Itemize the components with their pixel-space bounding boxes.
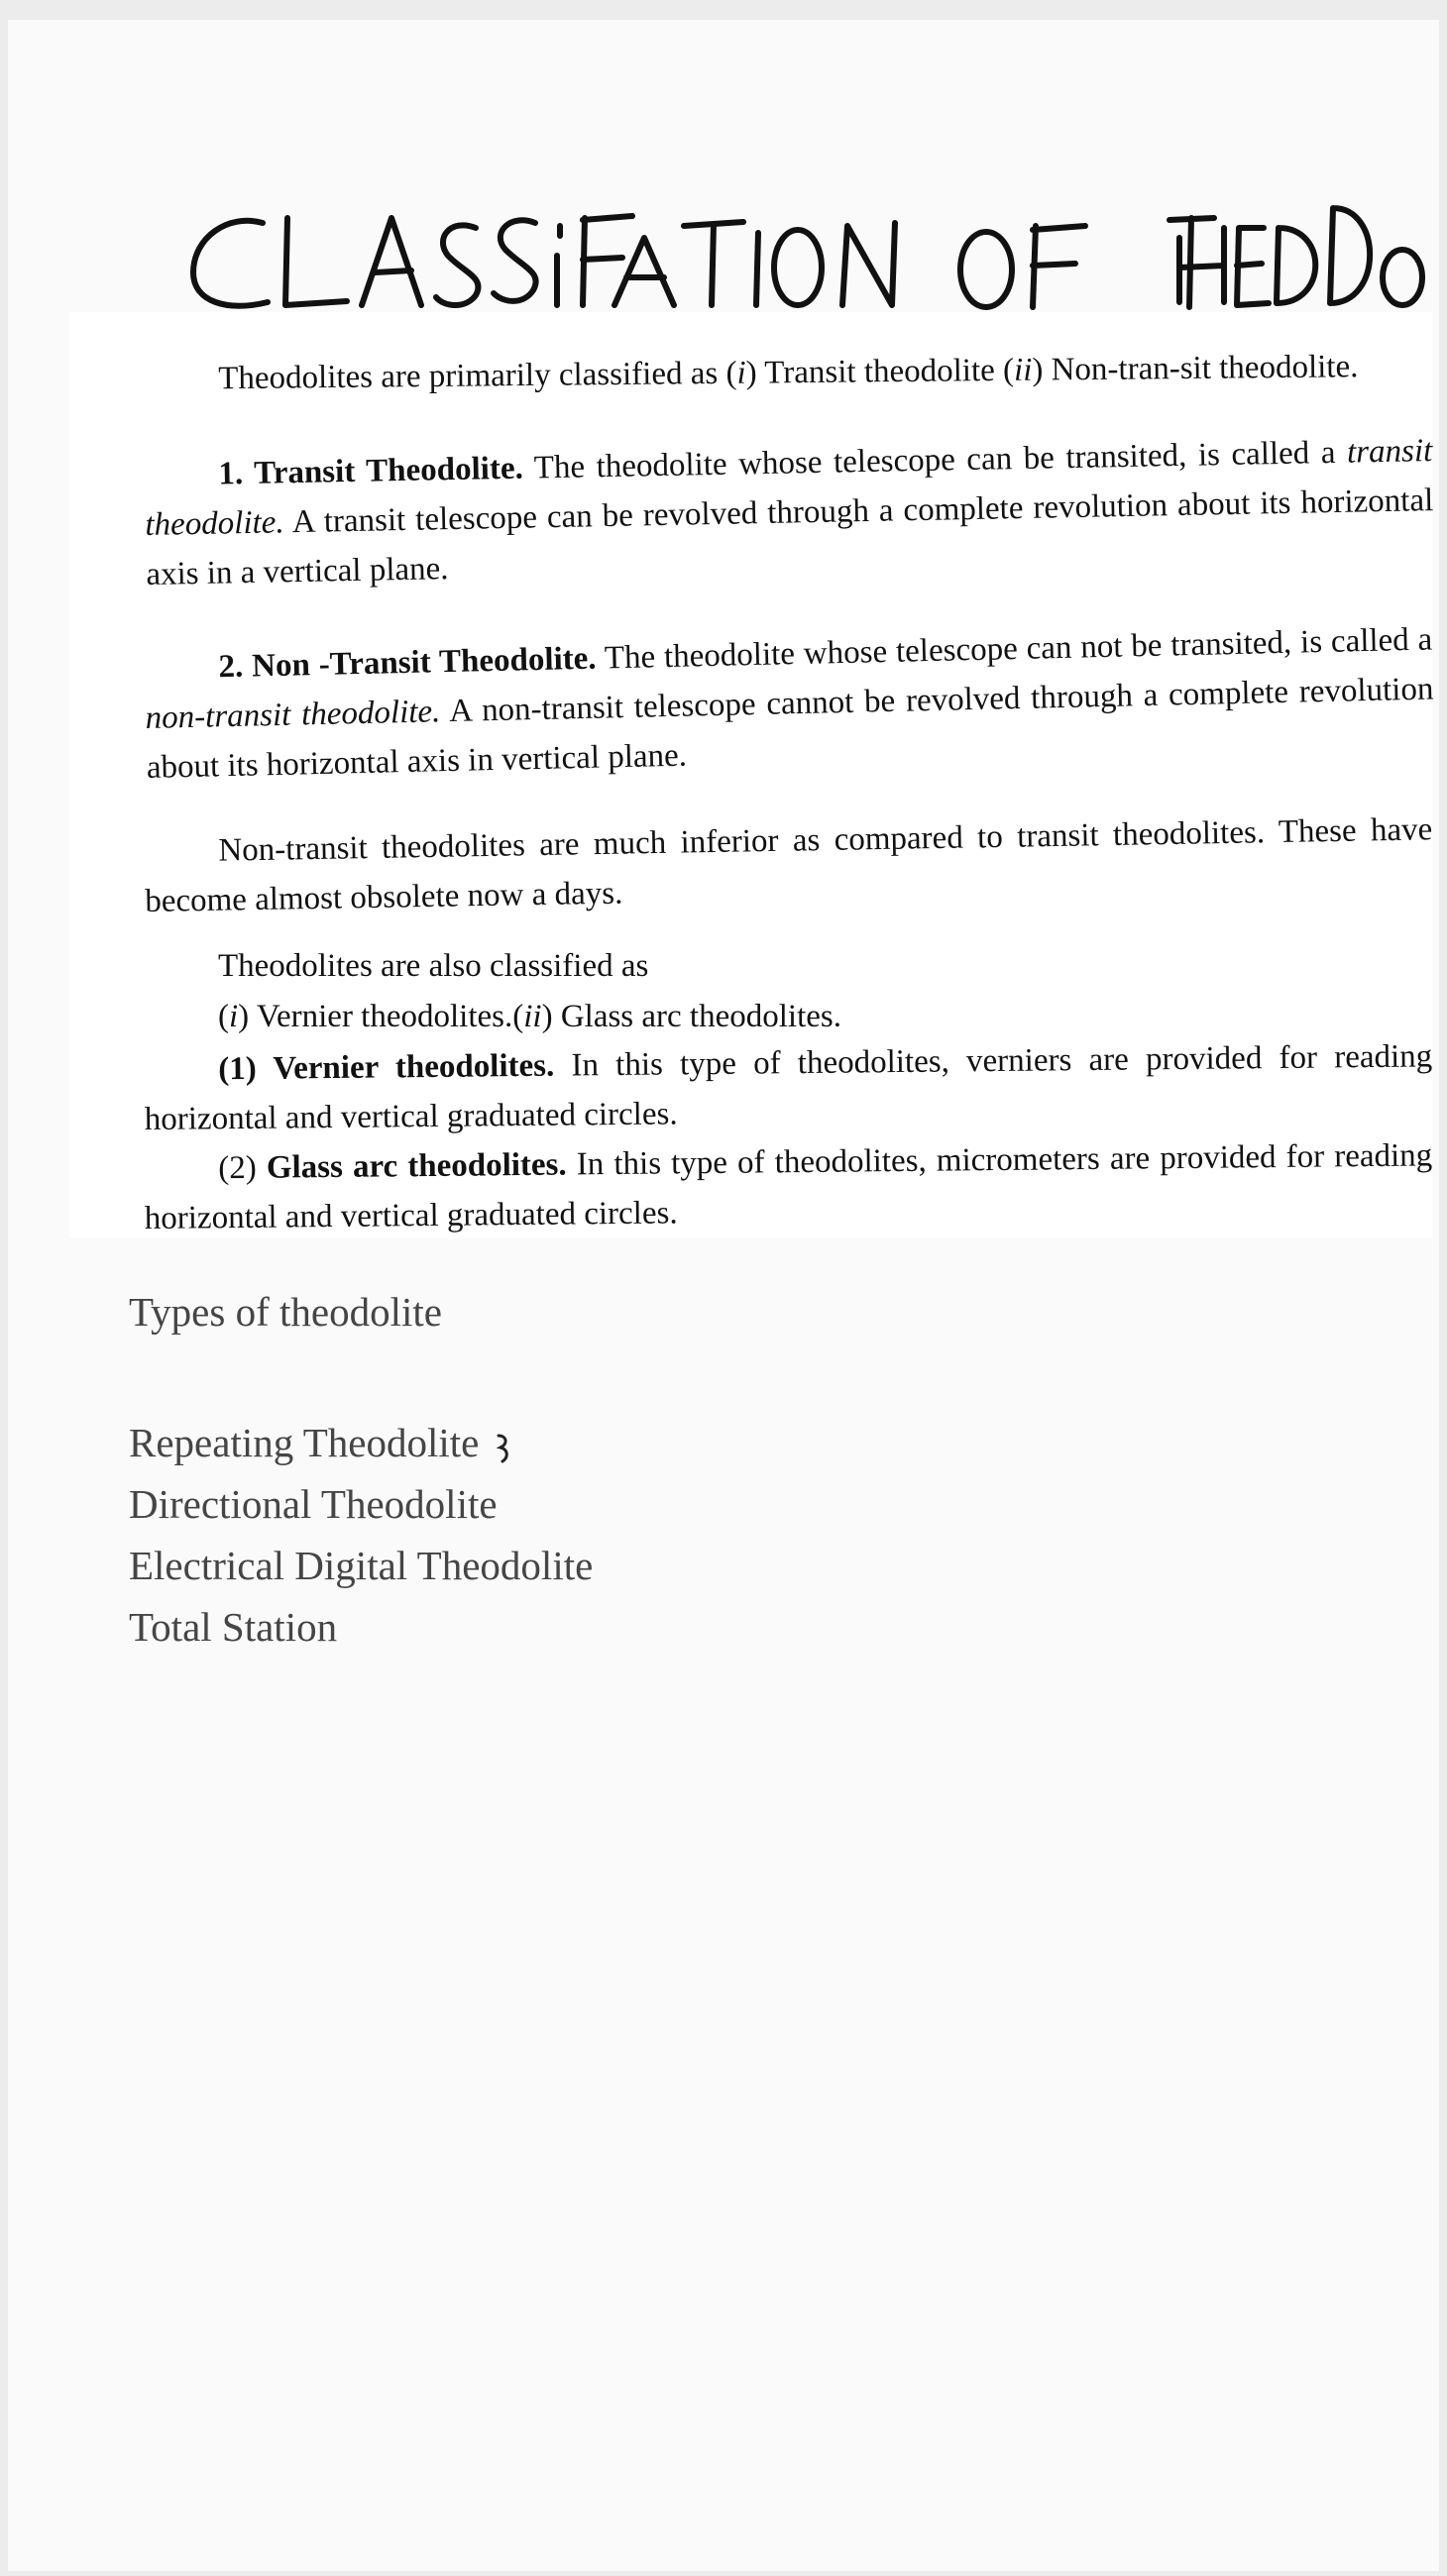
term-non-transit-theodolite: 2. Non -Transit Theodolite.	[218, 640, 597, 686]
list-item: Directional Theodolite	[129, 1481, 498, 1527]
scanned-textbook-page	[69, 312, 1432, 1238]
list-item: Electrical Digital Theodolite	[129, 1543, 594, 1588]
list-item: Total Station	[129, 1604, 338, 1650]
paragraph-classification-list: (i) Vernier theodolites.(ii) Glass arc theodolites.	[218, 999, 841, 1034]
paragraph-transit-theodolite: 1. Transit Theodolite. The theodolite whose telescope can be transited, is called a transit theodolite. A transit telescope can be revolved through a complete revolution about its horizontal axis in a vertical plane.	[145, 433, 1434, 592]
types-heading: Types of theodolite	[129, 1289, 442, 1335]
paragraph-comparison: Non-transit theodolites are much inferior as compared to transit theodolites. These have become almost obsolete now a days.	[144, 811, 1433, 919]
handwritten-mark-icon	[493, 1428, 514, 1467]
list-item: Repeating Theodolite	[129, 1412, 593, 1473]
paragraph-also-classified: Theodolites are also classified as	[218, 948, 649, 984]
term-transit-theodolite: 1. Transit Theodolite.	[218, 450, 524, 492]
handwritten-title-drawing	[188, 178, 1427, 327]
paragraph-intro: Theodolites are primarily classified as (i) Transit theodolite (ii) Non-tran-sit theodolite.	[218, 349, 1359, 397]
paragraph-glass-arc-theodolites: (2) Glass arc theodolites. In this type of theodolites, micrometers are provided for reading horizontal and vertical graduated circles.	[144, 1137, 1433, 1236]
term-vernier-theodolites: (1) Vernier theodolites.	[218, 1047, 555, 1088]
paragraph-vernier-theodolites: (1) Vernier theodolites. In this type of theodolites, verniers are provided for reading horizontal and vertical graduated circles.	[144, 1038, 1433, 1137]
paragraph-non-transit-theodolite: 2. Non -Transit Theodolite. The theodolite whose telescope can not be transited, is called a non-transit theodolite. A non-transit telescope cannot be revolved through a complete revolution about its horizontal axis in vertical plane.	[145, 621, 1434, 786]
term-glass-arc-theodolites: Glass arc theodolites.	[266, 1146, 567, 1186]
handwritten-title	[188, 178, 1427, 327]
theodolite-type-list	[129, 1412, 593, 1658]
